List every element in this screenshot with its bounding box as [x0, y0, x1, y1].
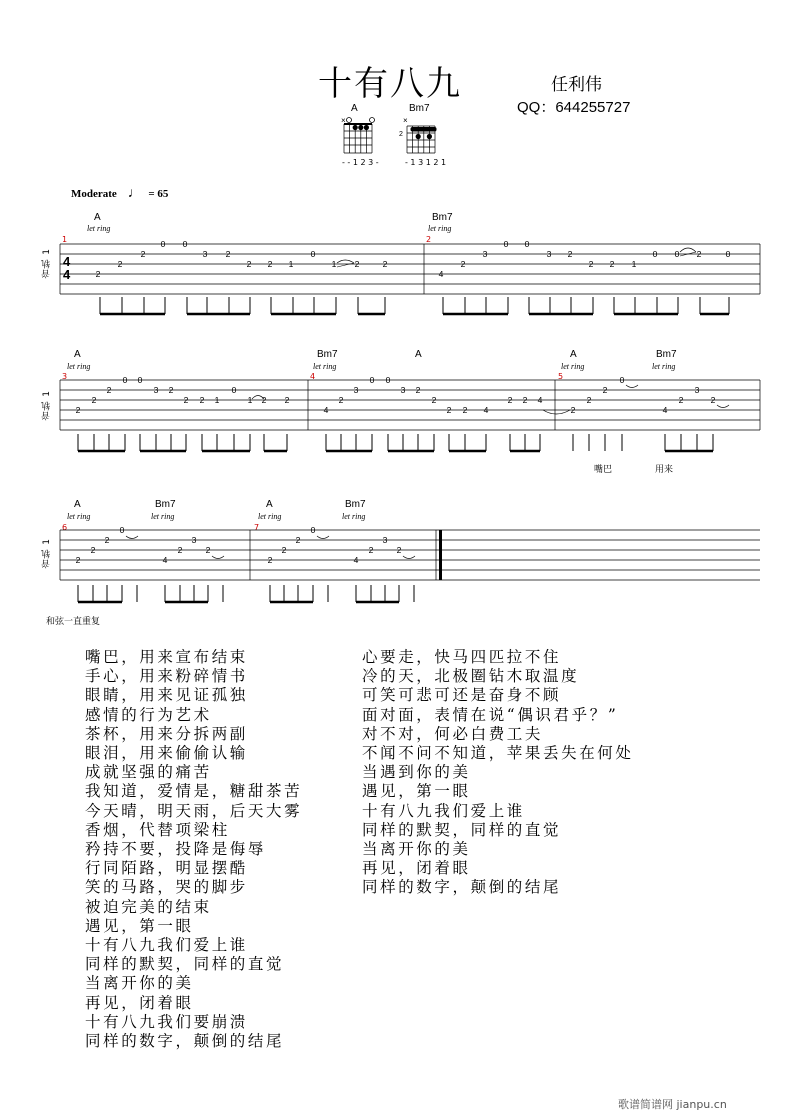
chord-label: A	[415, 349, 422, 360]
svg-text:4: 4	[662, 405, 668, 415]
chord-label: Bm7	[317, 349, 338, 360]
svg-text:3: 3	[482, 249, 488, 259]
lyric-line: 同样的默契，同样的直觉	[85, 955, 285, 974]
svg-text:0: 0	[725, 249, 731, 259]
lyric-line: 当离开你的美	[85, 974, 194, 993]
svg-text:0: 0	[231, 385, 237, 395]
svg-text:2: 2	[246, 259, 252, 269]
annotation-use: 用来	[655, 465, 674, 475]
measure-number: 6	[62, 523, 68, 532]
svg-text:2: 2	[415, 385, 421, 395]
chord-diagram-a-fingering: - - 1 2 3 -	[342, 158, 379, 167]
lyric-line: 感情的行为艺术	[85, 705, 212, 724]
svg-text:2: 2	[104, 535, 110, 545]
lyric-line: 成就坚强的痛苦	[85, 763, 212, 782]
measure-number: 5	[558, 372, 564, 381]
let-ring-marking: let ring	[67, 512, 91, 521]
svg-text:2: 2	[267, 555, 273, 565]
tab-fret-numbers	[76, 525, 402, 565]
svg-text:4: 4	[162, 555, 168, 565]
lyric-line: 可笑可悲可还是奋身不顾	[362, 686, 562, 705]
svg-text:2: 2	[588, 259, 594, 269]
lyric-line: 矜持不要，投降是侮辱	[85, 840, 267, 859]
svg-text:2: 2	[95, 269, 101, 279]
lyric-line: 当遇到你的美	[362, 763, 471, 782]
chord-label: Bm7	[432, 212, 453, 223]
svg-text:2: 2	[567, 249, 573, 259]
lyric-line: 手心，用来粉碎情书	[85, 667, 248, 686]
lyric-line: 不闻不问不知道，苹果丢失在何处	[362, 744, 634, 763]
qq-contact: QQ：644255727	[517, 99, 631, 116]
lyric-line: 遇见，第一眼	[362, 782, 471, 801]
svg-text:×: ×	[403, 116, 408, 125]
svg-text:4: 4	[483, 405, 489, 415]
lyric-line: 嘴巴，用来宣布结束	[85, 648, 248, 666]
svg-text:2: 2	[225, 249, 231, 259]
chord-label: Bm7	[345, 499, 366, 510]
svg-text:2: 2	[281, 545, 287, 555]
svg-text:2: 2	[368, 545, 374, 555]
chord-label: A	[266, 499, 273, 510]
svg-text:0: 0	[310, 249, 316, 259]
lyric-line: 眼泪，用来偷偷认输	[85, 744, 248, 763]
svg-text:2: 2	[462, 405, 468, 415]
let-ring-marking: let ring	[561, 362, 585, 371]
svg-text:2: 2	[602, 385, 608, 395]
svg-text:1: 1	[214, 395, 220, 405]
lyric-line: 同样的数字，颠倒的结尾	[85, 1032, 285, 1051]
lyric-line: 茶杯，用来分拆两副	[85, 724, 248, 743]
lyric-line: 行同陌路，明显摆酷	[85, 859, 248, 878]
page-title: 十有八九	[318, 64, 462, 104]
lyric-line: 再见，闭着眼	[362, 859, 471, 878]
svg-text:3: 3	[694, 385, 700, 395]
svg-text:2: 2	[446, 405, 452, 415]
svg-text:1: 1	[331, 259, 337, 269]
let-ring-marking: let ring	[258, 512, 282, 521]
lyric-line: 再见，闭着眼	[85, 993, 194, 1012]
svg-text:1: 1	[247, 395, 253, 405]
svg-text:0: 0	[524, 239, 530, 249]
lyric-line: 心要走，快马四匹拉不住	[362, 648, 562, 666]
svg-text:4: 4	[537, 395, 543, 405]
svg-text:2: 2	[117, 259, 123, 269]
lyric-line: 当离开你的美	[362, 840, 471, 859]
svg-text:2: 2	[75, 405, 81, 415]
svg-text:2: 2	[90, 545, 96, 555]
measure-number: 4	[310, 372, 316, 381]
svg-text:0: 0	[652, 249, 658, 259]
lyric-line: 笑的马路，哭的脚步	[85, 878, 248, 897]
annotation-mouth: 嘴巴	[594, 465, 613, 475]
svg-text:2: 2	[295, 535, 301, 545]
watermark: 歌谱简谱网 jianpu.cn	[618, 1098, 727, 1111]
lyric-line: 十有八九我们爱上谁	[362, 801, 525, 820]
svg-text:2: 2	[710, 395, 716, 405]
svg-text:0: 0	[369, 375, 375, 385]
quarter-note-icon: ♩	[127, 186, 142, 201]
svg-text:3: 3	[353, 385, 359, 395]
lyric-line: 对不对，何必白费工夫	[362, 724, 544, 743]
svg-text:3: 3	[546, 249, 552, 259]
svg-text:2: 2	[609, 259, 615, 269]
chord-label: A	[74, 349, 81, 360]
chord-diagram-bm7-name: Bm7	[409, 103, 430, 114]
svg-text:2: 2	[267, 259, 273, 269]
lyric-line: 十有八九我们爱上谁	[85, 936, 248, 955]
chord-label: Bm7	[155, 499, 176, 510]
svg-text:2: 2	[522, 395, 528, 405]
lyric-line: 冷的天，北极圈钻木取温度	[362, 667, 580, 686]
let-ring-marking: let ring	[313, 362, 337, 371]
lyric-line: 同样的数字，颠倒的结尾	[362, 878, 562, 897]
lyric-line: 被迫完美的结束	[85, 897, 212, 916]
svg-text:2: 2	[91, 395, 97, 405]
let-ring-marking: let ring	[151, 512, 175, 521]
svg-text:4: 4	[323, 405, 329, 415]
chord-diagram-bm7-fingering: - 1 3 1 2 1	[405, 158, 447, 167]
svg-text:2: 2	[284, 395, 290, 405]
svg-text:2: 2	[338, 395, 344, 405]
svg-text:2: 2	[177, 545, 183, 555]
author-name: 任利伟	[551, 75, 602, 95]
let-ring-marking: let ring	[652, 362, 676, 371]
svg-text:2: 2	[570, 405, 576, 415]
svg-text:2: 2	[354, 259, 360, 269]
lyrics-left-column	[85, 648, 302, 1051]
svg-text:0: 0	[160, 239, 166, 249]
lyric-line: 眼睛，用来见证孤独	[85, 686, 248, 705]
svg-text:2: 2	[678, 395, 684, 405]
lyric-line: 同样的默契，同样的直觉	[362, 820, 562, 839]
let-ring-marking: let ring	[428, 224, 452, 233]
let-ring-marking: let ring	[87, 224, 111, 233]
lyric-line: 我知道，爱情是，糖甜茶苦	[85, 782, 303, 801]
svg-text:2: 2	[431, 395, 437, 405]
lyric-line: 香烟，代替项梁柱	[85, 820, 230, 839]
svg-text:2: 2	[168, 385, 174, 395]
svg-text:2: 2	[106, 385, 112, 395]
measure-number: 2	[426, 235, 432, 244]
svg-text:1: 1	[631, 259, 637, 269]
svg-text:1: 1	[288, 259, 294, 269]
tempo-label: Moderate	[71, 188, 117, 200]
track-label: 音轨 1	[42, 248, 52, 279]
svg-text:4: 4	[438, 269, 444, 279]
svg-text:2: 2	[261, 395, 267, 405]
svg-text:0: 0	[619, 375, 625, 385]
let-ring-marking: let ring	[342, 512, 366, 521]
svg-text:2: 2	[507, 395, 513, 405]
svg-text:0: 0	[182, 239, 188, 249]
measure-number: 3	[62, 372, 68, 381]
rhythm-notation	[78, 585, 414, 602]
svg-text:0: 0	[310, 525, 316, 535]
svg-text:0: 0	[385, 375, 391, 385]
chord-label: A	[74, 499, 81, 510]
svg-text:2: 2	[696, 249, 702, 259]
chord-label: A	[570, 349, 577, 360]
track-label: 音轨 1	[42, 538, 52, 569]
chord-label: A	[94, 212, 101, 223]
svg-text:4: 4	[63, 267, 71, 282]
svg-text:2: 2	[382, 259, 388, 269]
lyric-line: 今天晴，明天雨，后天大雾	[85, 801, 303, 820]
svg-text:0: 0	[674, 249, 680, 259]
svg-text:0: 0	[122, 375, 128, 385]
svg-text:2: 2	[460, 259, 466, 269]
lyric-line: 十有八九我们要崩溃	[85, 1012, 248, 1031]
svg-text:4: 4	[63, 254, 71, 269]
lyric-line: 面对面，表情在说“偶识君乎？”	[362, 705, 619, 724]
svg-text:2: 2	[199, 395, 205, 405]
svg-text:2: 2	[205, 545, 211, 555]
svg-text:4: 4	[353, 555, 359, 565]
let-ring-marking: let ring	[67, 362, 91, 371]
lyric-line: 遇见，第一眼	[85, 916, 194, 935]
svg-text:0: 0	[119, 525, 125, 535]
svg-text:0: 0	[503, 239, 509, 249]
svg-text:3: 3	[153, 385, 159, 395]
measure-number: 1	[62, 235, 68, 244]
svg-text:2: 2	[183, 395, 189, 405]
svg-text:2: 2	[396, 545, 402, 555]
svg-text:3: 3	[382, 535, 388, 545]
track-label: 音轨 1	[42, 390, 52, 421]
svg-text:0: 0	[137, 375, 143, 385]
svg-text:2: 2	[75, 555, 81, 565]
svg-text:×: ×	[341, 116, 346, 125]
measure-number: 7	[254, 523, 260, 532]
chord-label: Bm7	[656, 349, 677, 360]
svg-text:3: 3	[202, 249, 208, 259]
tempo-value: = 65	[148, 188, 169, 200]
svg-text:3: 3	[400, 385, 406, 395]
lyrics-right-column	[362, 648, 634, 898]
svg-text:3: 3	[191, 535, 197, 545]
annotation-repeat-chord: 和弦一直重复	[46, 617, 101, 627]
chord-diagram-a-name: A	[351, 103, 358, 114]
svg-text:2: 2	[140, 249, 146, 259]
bm7-fret-number: 2	[399, 131, 403, 138]
svg-text:2: 2	[586, 395, 592, 405]
